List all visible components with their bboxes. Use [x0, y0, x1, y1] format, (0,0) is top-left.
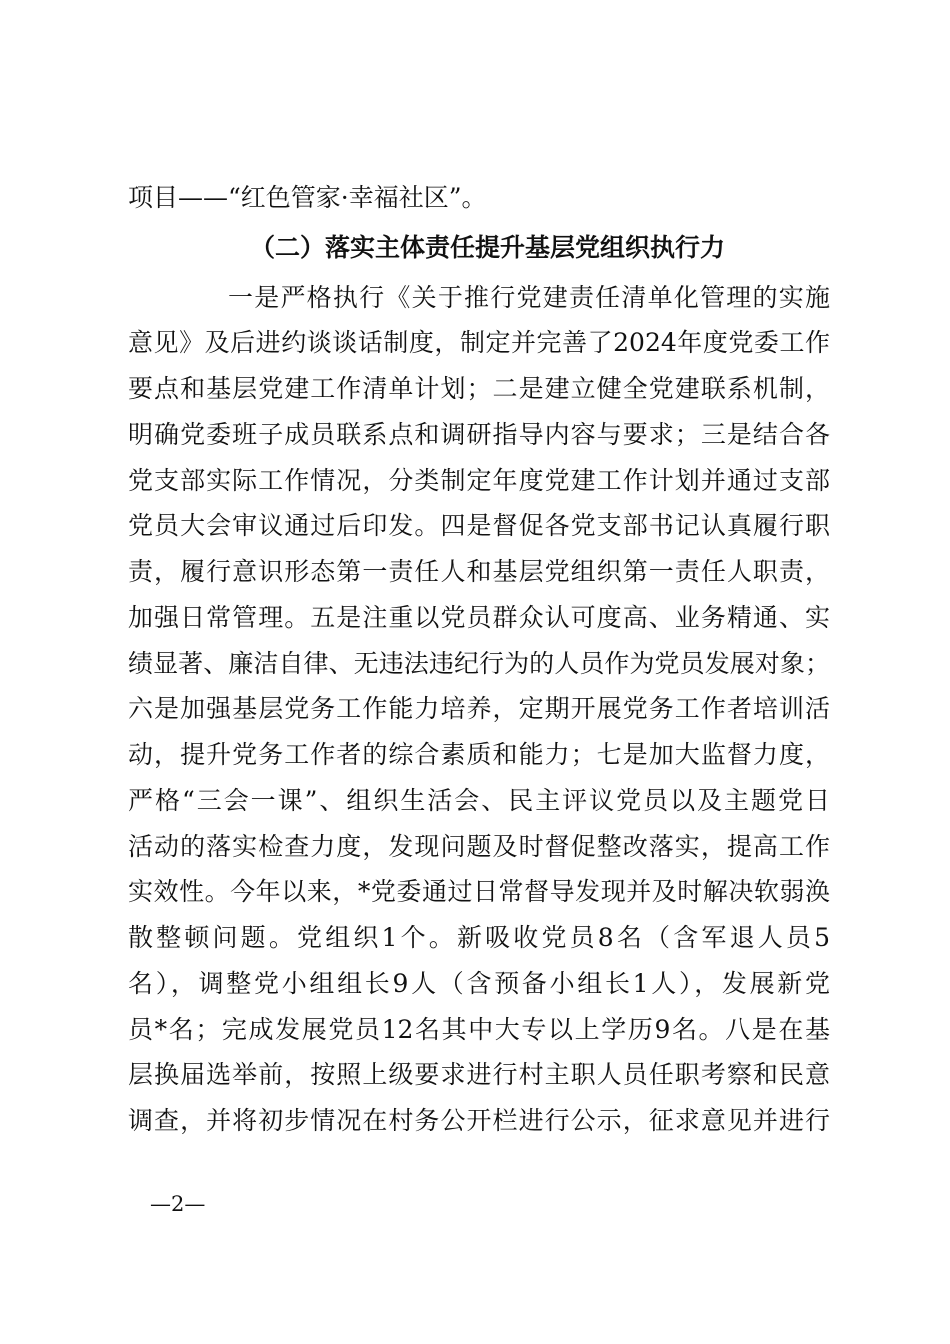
body-line-3: 要点和基层党建工作清单计划；二是建立健全党建联系机制， [128, 374, 830, 403]
body-line-11: 动，提升党务工作者的综合素质和能力；七是加大监督力度， [128, 740, 830, 769]
body-line-2: 意见》及后进约谈谈话制度，制定并完善了2024年度党委工作 [128, 328, 830, 357]
body-line-4: 明确党委班子成员联系点和调研指导内容与要求；三是结合各 [128, 420, 830, 449]
section-heading: （二）落实主体责任提升基层党组织执行力 [250, 233, 726, 262]
body-line-17: 员*名；完成发展党员12名其中大专以上学历9名。八是在基 [128, 1015, 830, 1044]
body-line-6: 党员大会审议通过后印发。四是督促各党支部书记认真履行职 [128, 511, 830, 540]
body-line-7: 责，履行意识形态第一责任人和基层党组织第一责任人职责， [128, 557, 830, 586]
body-line-19: 调查，并将初步情况在村务公开栏进行公示，征求意见并进行 [128, 1106, 830, 1135]
body-line-18: 层换届选举前，按照上级要求进行村主职人员任职考察和民意 [128, 1060, 830, 1089]
body-line-14: 实效性。今年以来，*党委通过日常督导发现并及时解决软弱涣 [128, 877, 830, 906]
body-line-8: 加强日常管理。五是注重以党员群众认可度高、业务精通、实 [128, 603, 830, 632]
body-line-9: 绩显著、廉洁自律、无违法违纪行为的人员作为党员发展对象； [128, 649, 830, 678]
body-line-5: 党支部实际工作情况，分类制定年度党建工作计划并通过支部 [128, 466, 830, 495]
body-line-13: 活动的落实检查力度，发现问题及时督促整改落实，提高工作 [128, 832, 830, 861]
body-line-1: 一是严格执行《关于推行党建责任清单化管理的实施 [228, 283, 830, 312]
page-number: —2— [150, 1192, 206, 1216]
body-line-15: 散整顿问题。党组织1个。新吸收党员8名（含军退人员5 [128, 923, 830, 952]
body-line-10: 六是加强基层党务工作能力培养，定期开展党务工作者培训活 [128, 694, 830, 723]
body-line-16: 名），调整党小组组长9人（含预备小组长1人），发展新党 [128, 969, 830, 998]
paragraph-continuation-line: 项目——“红色管家·幸福社区”。 [128, 183, 487, 212]
body-line-12: 严格“三会一课”、组织生活会、民主评议党员以及主题党日 [128, 786, 830, 815]
